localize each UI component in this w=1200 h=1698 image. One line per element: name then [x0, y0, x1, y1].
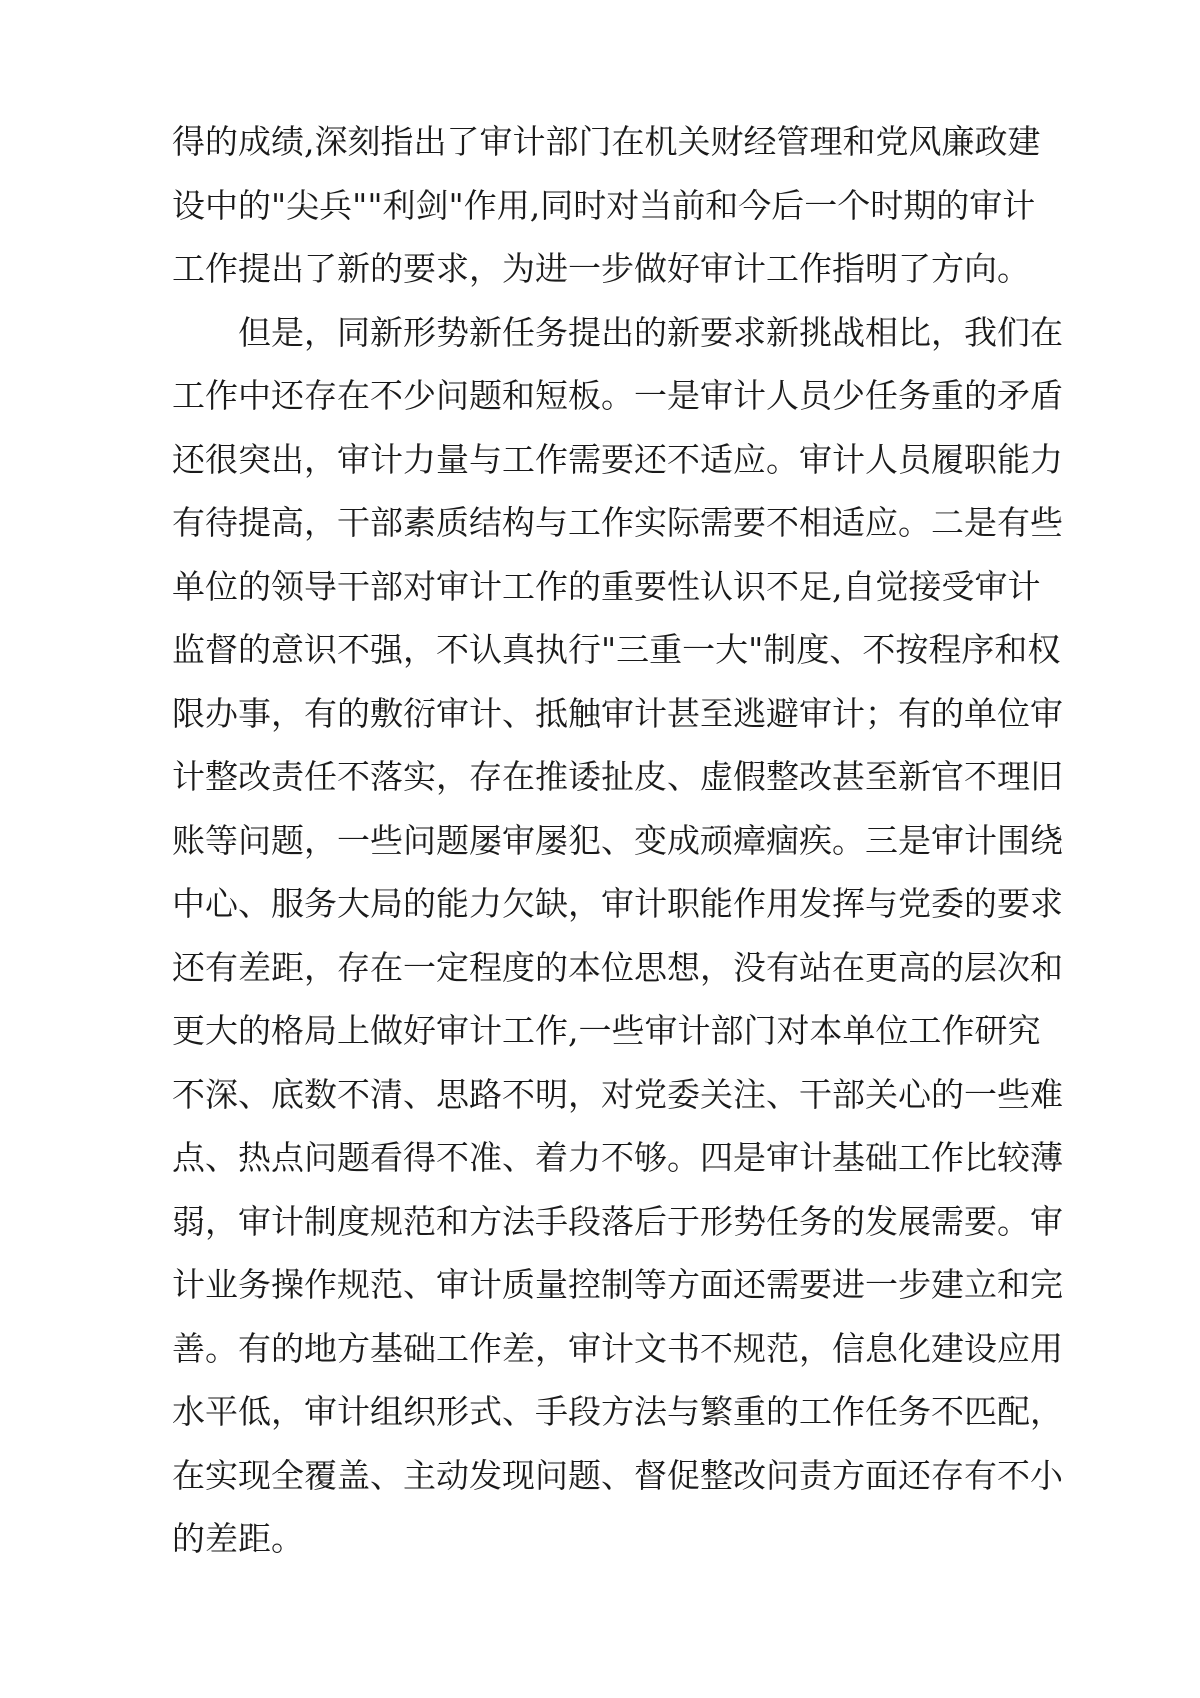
- paragraph-line: 限办事，有的敷衍审计、抵触审计甚至逃避审计；有的单位审: [172, 693, 1063, 733]
- paragraph-2: [172, 301, 1063, 1571]
- paragraph-line: 还有差距，存在一定程度的本位思想，没有站在更高的层次和: [172, 947, 1063, 987]
- paragraph-line: 设中的"尖兵""利剑"作用,同时对当前和今后一个时期的审计: [172, 185, 1036, 225]
- paragraph-line: 水平低，审计组织形式、手段方法与繁重的工作任务不匹配，: [172, 1392, 1063, 1431]
- paragraph-line: 更大的格局上做好审计工作,一些审计部门对本单位工作研究: [172, 1011, 1041, 1050]
- paragraph-line: 不深、底数不清、思路不明，对党委关注、干部关心的一些难: [172, 1074, 1063, 1114]
- paragraph-line: 还很突出，审计力量与工作需要还不适应。审计人员履职能力: [172, 439, 1063, 479]
- paragraph-line: 工作中还存在不少问题和短板。一是审计人员少任务重的矛盾: [172, 376, 1063, 415]
- paragraph-line: 账等问题，一些问题屡审屡犯、变成顽瘴痼疾。三是审计围绕: [172, 820, 1063, 860]
- paragraph-line: 工作提出了新的要求，为进一步做好审计工作指明了方向。: [172, 249, 1030, 288]
- paragraph-line: 监督的意识不强，不认真执行"三重一大"制度、不按程序和权: [172, 630, 1061, 669]
- paragraph-line: 点、热点问题看得不准、着力不够。四是审计基础工作比较薄: [172, 1138, 1063, 1177]
- paragraph-line: 计整改责任不落实，存在推诿扯皮、虚假整改甚至新官不理旧: [172, 757, 1063, 796]
- paragraph-line: 中心、服务大局的能力欠缺，审计职能作用发挥与党委的要求: [172, 884, 1063, 923]
- paragraph-line: 的差距。: [172, 1519, 304, 1558]
- paragraph-line: 弱，审计制度规范和方法手段落后于形势任务的发展需要。审: [172, 1201, 1063, 1241]
- paragraph-1: [172, 110, 1041, 301]
- paragraph-line: 计业务操作规范、审计质量控制等方面还需要进一步建立和完: [172, 1265, 1063, 1304]
- paragraph-line: 在实现全覆盖、主动发现问题、督促整改问责方面还存有不小: [172, 1455, 1063, 1495]
- paragraph-line: 但是，同新形势新任务提出的新要求新挑战相比，我们在: [238, 312, 1063, 352]
- paragraph-line: 善。有的地方基础工作差，审计文书不规范，信息化建设应用: [172, 1328, 1063, 1368]
- paragraph-line: 得的成绩,深刻指出了审计部门在机关财经管理和党风廉政建: [172, 122, 1041, 161]
- paragraph-line: 单位的领导干部对审计工作的重要性认识不足,自觉接受审计: [172, 566, 1041, 606]
- paragraph-line: 有待提高，干部素质结构与工作实际需要不相适应。二是有些: [172, 503, 1063, 542]
- body-text: [172, 110, 1063, 1571]
